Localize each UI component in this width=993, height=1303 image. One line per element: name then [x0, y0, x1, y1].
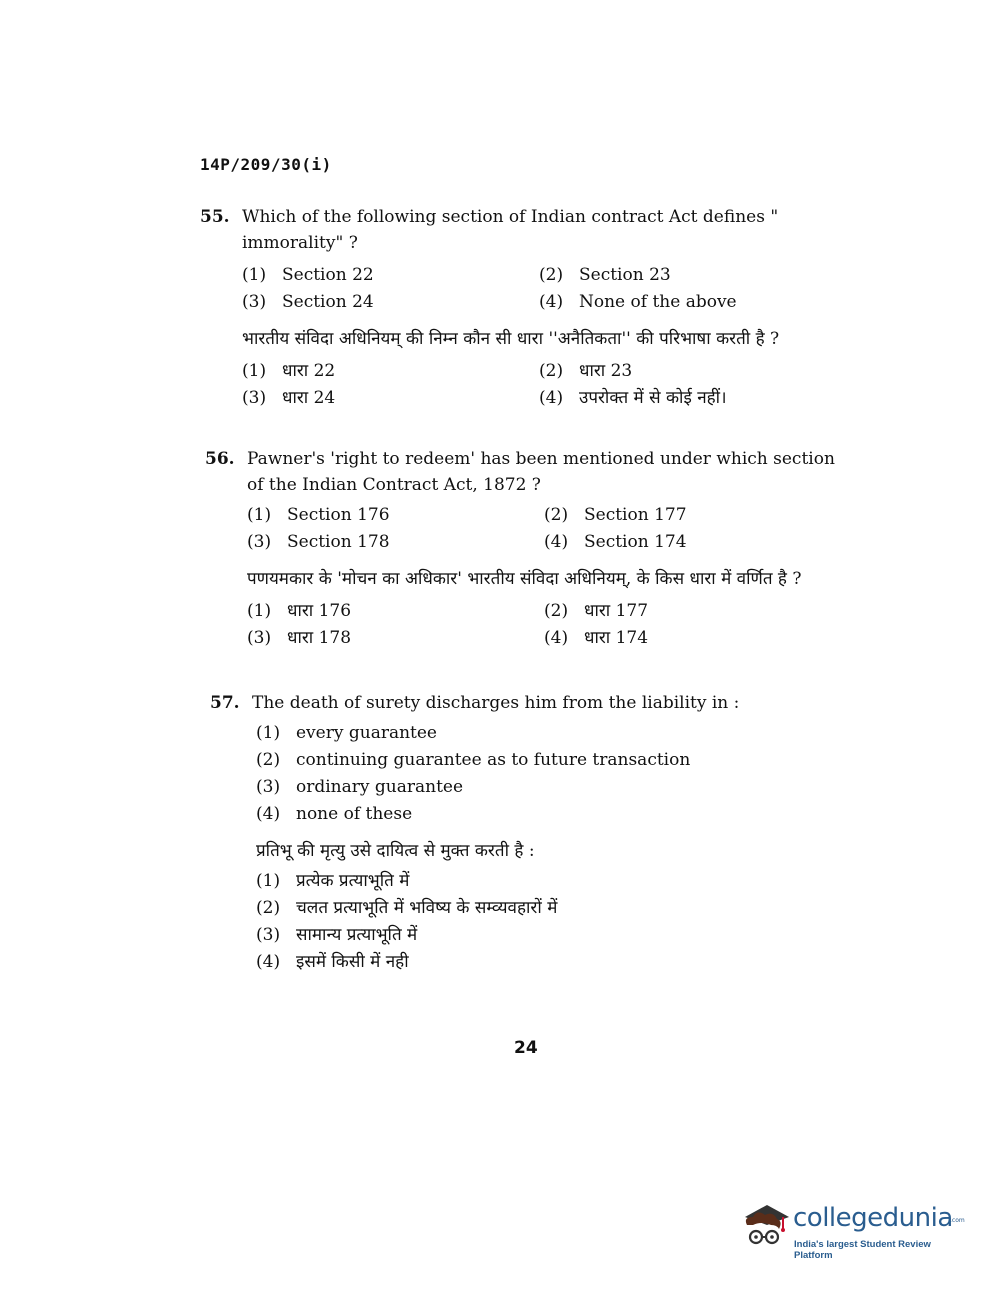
question-stem-hi: पणयमकार के 'मोचन का अधिकार' भारतीय संविदा अधिनियम्, के किस धारा में वर्णित है ? [247, 569, 802, 589]
option-1: (1) Section 22 [242, 265, 374, 285]
option-4: (4) Section 174 [544, 532, 687, 552]
option-2: (2) Section 177 [544, 505, 687, 525]
question-stem-hi: प्रतिभू की मृत्यु उसे दायित्व से मुक्त करती है : [256, 841, 535, 861]
brand-name: collegedunia [793, 1203, 953, 1233]
option-2: (2) Section 23 [539, 265, 671, 285]
option-hi-1: (1) प्रत्येक प्रत्याभूति में [256, 871, 410, 891]
option-1: (1) every guarantee [256, 723, 437, 743]
options-hi [256, 868, 846, 976]
mascot-logo-icon [737, 1195, 793, 1255]
option-hi-2: (2) धारा 23 [539, 361, 633, 381]
question-55 [200, 204, 832, 412]
option-hi-1: (1) धारा 176 [247, 601, 352, 621]
options-hi [242, 358, 832, 412]
question-56 [205, 446, 837, 652]
option-hi-1: (1) धारा 22 [242, 361, 336, 381]
option-hi-4: (4) उपरोक्त में से कोई नहीं। [539, 388, 727, 408]
brand-tagline: India's largest Student Review Platform [794, 1239, 931, 1261]
option-hi-3: (3) धारा 24 [242, 388, 336, 408]
options-hi [247, 598, 837, 652]
question-57 [210, 690, 846, 976]
option-1: (1) Section 176 [247, 505, 390, 525]
option-hi-3: (3) सामान्य प्रत्याभूति में [256, 925, 418, 945]
options-en [247, 502, 837, 556]
option-hi-4: (4) इसमें किसी में नही [256, 952, 409, 972]
question-stem-hi: भारतीय संविदा अधिनियम् की निम्न कौन सी धारा ''अनैतिकता'' की परिभाषा करती है ? [242, 329, 780, 349]
option-hi-3: (3) धारा 178 [247, 628, 352, 648]
page-number: 24 [514, 1038, 538, 1058]
options-en [242, 262, 832, 316]
option-3: (3) Section 178 [247, 532, 390, 552]
question-stem-en: Which of the following section of Indian contract Act defines " immorality" ? [242, 207, 779, 253]
brand-watermark[interactable] [737, 1195, 967, 1261]
brand-mark: .com [950, 1217, 965, 1224]
question-number: 55. [200, 207, 230, 227]
options-en [256, 720, 846, 828]
question-stem-en: Pawner's 'right to redeem' has been mentioned under which section of the Indian Contract Act, 1872 ? [247, 449, 835, 495]
question-stem-en: The death of surety discharges him from the liability in : [252, 693, 740, 713]
question-number: 57. [210, 693, 240, 713]
option-4: (4) None of the above [539, 292, 737, 312]
option-4: (4) none of these [256, 804, 413, 824]
option-hi-2: (2) चलत प्रत्याभूति में भविष्य के सम्व्यवहारों में [256, 898, 558, 918]
option-3: (3) Section 24 [242, 292, 374, 312]
option-3: (3) ordinary guarantee [256, 777, 464, 797]
question-number: 56. [205, 449, 235, 469]
paper-code: 14P/209/30(i) [200, 155, 332, 174]
option-2: (2) continuing guarantee as to future transaction [256, 750, 691, 770]
option-hi-2: (2) धारा 177 [544, 601, 649, 621]
option-hi-4: (4) धारा 174 [544, 628, 649, 648]
